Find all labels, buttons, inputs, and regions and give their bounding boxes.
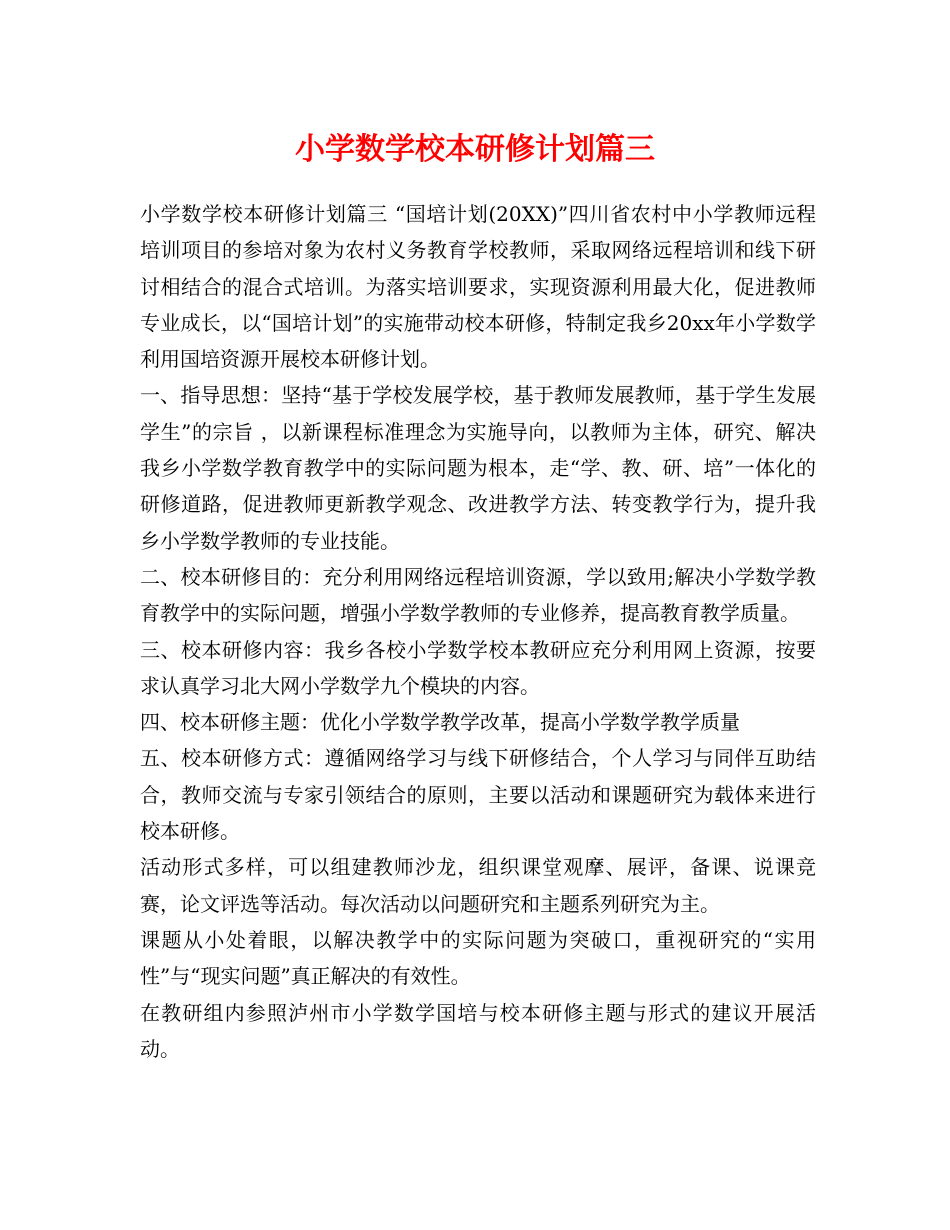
paragraph-theme: 四、校本研修主题：优化小学数学教学改革，提高小学数学教学质量 [140,710,740,735]
paragraph-activities: 活动形式多样，可以组建教师沙龙，组织课堂观摩、展评，备课、说课竞赛，论文评选等活动。每次活动以问题研究和主题系列研究为主。 [140,855,816,916]
paragraph-reference: 在教研组内参照泸州市小学数学国培与校本研修主题与形式的建议开展活动。 [140,1000,816,1061]
paragraph-purpose: 二、校本研修目的：充分利用网络远程培训资源，学以致用;解决小学数学教育教学中的实际问题，增强小学数学教师的专业修养，提高教育教学质量。 [140,564,816,626]
document-body [140,196,816,1067]
paragraph-content: 三、校本研修内容：我乡各校小学数学校本教研应充分利用网上资源，按要求认真学习北大网小学数学九个模块的内容。 [140,637,816,698]
document-title: 小学数学校本研修计划篇三 [295,132,655,167]
paragraph-guiding-thought: 一、指导思想：坚持“基于学校发展学校，基于教师发展教师，基于学生发展学生”的宗旨 ，以新课程标准理念为实施导向，以教师为主体，研究、解决我乡小学数学教育教学中的实际问题为根本，走“学、教、研、培”一体化的研修道路，促进教师更新教学观念、改进教学方法、转变教学行为，提升我乡小学数学教师的专业技能。 [140,383,816,553]
paragraph-intro: 小学数学校本研修计划篇三 “国培计划(20XX)”四川省农村中小学教师远程培训项目的参培对象为农村义务教育学校教师，采取网络远程培训和线下研讨相结合的混合式培训。为落实培训要求，实现资源利用最大化，促进教师专业成长，以“国培计划”的实施带动校本研修，特制定我乡20xx年小学数学利用国培资源开展校本研修计划。 [140,202,816,372]
paragraph-research-topics: 课题从小处着眼，以解决教学中的实际问题为突破口，重视研究的“实用性”与“现实问题”真正解决的有效性。 [140,927,816,989]
paragraph-method: 五、校本研修方式：遵循网络学习与线下研修结合，个人学习与同伴互助结合，教师交流与专家引领结合的原则，主要以活动和课题研究为载体来进行校本研修。 [140,746,816,844]
